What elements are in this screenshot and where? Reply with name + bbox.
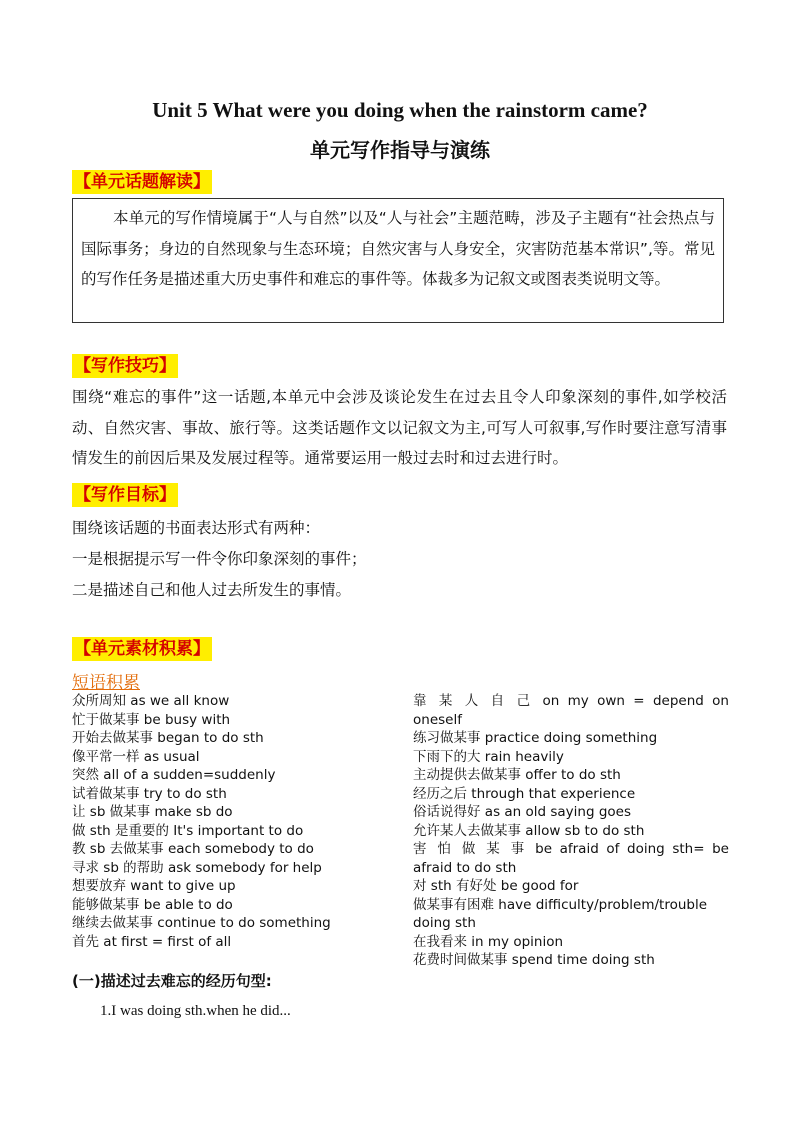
phrase-item: 想要放弃 want to give up [72,878,236,894]
phrase-item: oneself [413,711,462,728]
phrase-item: afraid to do sth [413,859,517,876]
phrase-item: 继续去做某事 continue to do something [72,915,331,931]
page-title-english: Unit 5 What were you doing when the rainstorm came? [152,98,648,122]
phrase-item: 像平常一样 as usual [72,748,200,765]
phrase-accumulation-heading: 短语积累 [72,673,140,693]
section-tag-writing-goals: 【写作目标】 [74,485,176,505]
phrase-item: 允许某人去做某事 allow sb to do sth [413,822,645,839]
phrase-item: 突然 all of a sudden=suddenly [72,767,276,783]
phrase-item: 主动提供去做某事 offer to do sth [413,767,621,783]
phrase-item: 花费时间做某事 spend time doing sth [413,952,655,968]
topic-reading-box: 本单元的写作情境属于“人与自然”以及“人与社会”主题范畴，涉及子主题有“社会热点与国际事务；身边的自然现象与生态环境；自然灾害与人身安全，灾害防范基本常识”,等。常见的写作任务是描述重大历史事件和难忘的事件等。体裁多为记叙文或图表类说明文等。 [72,198,724,323]
section-tag-writing-skills: 【写作技巧】 [74,356,176,376]
phrase-item: 首先 at first = first of all [72,933,232,950]
page-title-chinese: 单元写作指导与演练 [310,138,490,162]
phrase-item: 害 怕 做 某 事 be afraid of doing sth= be [413,841,729,857]
phrase-item: 开始去做某事 began to do sth [72,730,264,746]
phrase-item: 经历之后 through that experience [413,785,636,802]
phrase-list-right [413,692,729,970]
phrase-item: 忙于做某事 be busy with [72,711,231,728]
section-tag-material-accumulation: 【单元素材积累】 [74,639,210,659]
writing-goals-line: 围绕该话题的书面表达形式有两种： [72,519,321,537]
writing-goals-line: 二是描述自己和他人过去所发生的事情。 [72,581,352,599]
phrase-item: 练习做某事 practice doing something [413,730,658,746]
writing-skills-text: 围绕“难忘的事件”这一话题,本单元中会涉及谈论发生在过去且令人印象深刻的事件,如学校活动、自然灾害、事故、旅行等。这类话题作文以记叙文为主,可写人可叙事,写作时要注意写清事情发生的前因后果及发展过程等。通常要运用一般过去时和过去进行时。 [72,388,727,467]
phrase-item: doing sth [413,915,476,931]
sentence-pattern-heading: (一)描述过去难忘的经历句型: [72,972,272,990]
phrase-item: 能够做某事 be able to do [72,896,233,913]
phrase-item: 做 sth 是重要的 It's important to do [72,822,304,839]
phrase-item: 寻求 sb 的帮助 ask somebody for help [72,859,322,876]
phrase-item: 做某事有困难 have difficulty/problem/trouble [413,896,708,913]
sentence-pattern-item: 1.I was doing sth.when he did... [100,1003,291,1019]
phrase-item: 在我看来 in my opinion [413,933,564,950]
phrase-item: 让 sb 做某事 make sb do [72,804,233,820]
writing-goals-line: 一是根据提示写一件令你印象深刻的事件； [72,550,367,568]
phrase-item: 靠 某 人 自 己 on my own = depend on [413,693,729,709]
phrase-list-left [72,692,402,951]
section-tag-topic-reading: 【单元话题解读】 [74,172,210,192]
phrase-item: 对 sth 有好处 be good for [413,878,579,894]
phrase-item: 下雨下的大 rain heavily [413,748,564,765]
phrase-item: 俗话说得好 as an old saying goes [413,804,632,820]
phrase-item: 教 sb 去做某事 each somebody to do [72,841,314,857]
phrase-item: 众所周知 as we all know [72,693,230,709]
phrase-item: 试着做某事 try to do sth [72,785,227,802]
